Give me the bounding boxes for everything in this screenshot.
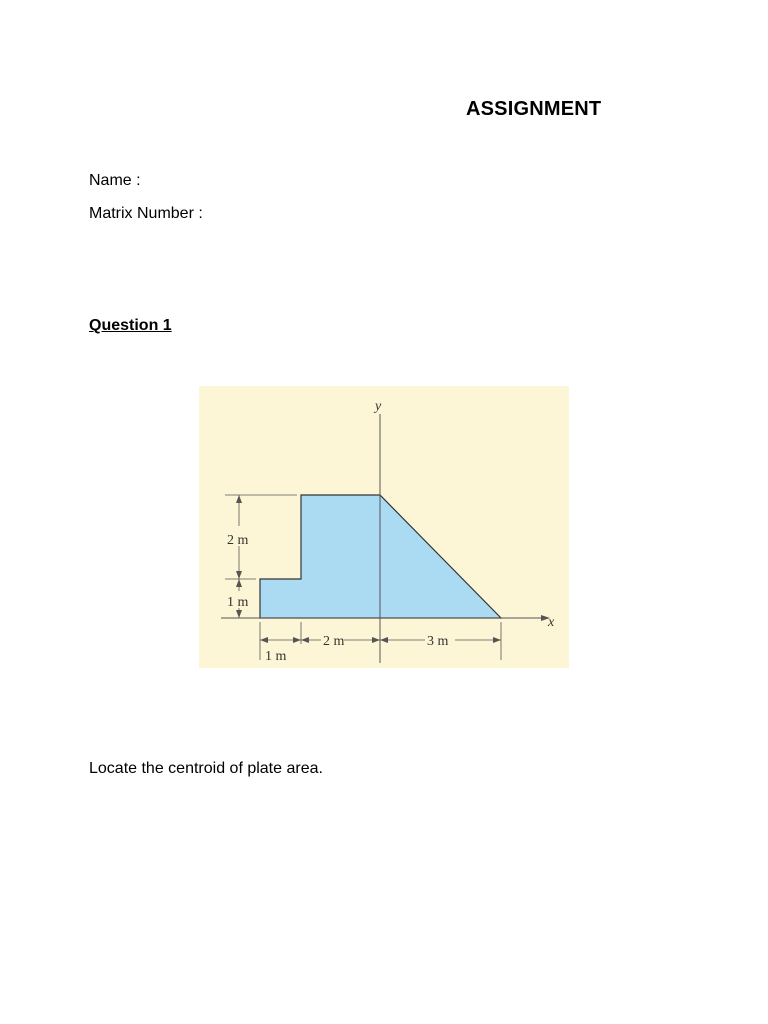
question-heading: Question 1 — [89, 317, 172, 334]
plate-figure — [199, 386, 569, 668]
plate-diagram — [199, 386, 569, 668]
dimension-label-width-1m: 1 m — [265, 649, 287, 664]
name-field-label: Name : — [89, 172, 141, 189]
question-text: Locate the centroid of plate area. — [89, 760, 323, 777]
dimension-label-height-1m: 1 m — [227, 595, 249, 610]
dimension-label-width-2m: 2 m — [323, 634, 345, 649]
dimension-label-height-2m: 2 m — [227, 533, 249, 548]
dimension-label-width-3m: 3 m — [427, 634, 449, 649]
page-title: ASSIGNMENT — [466, 98, 602, 120]
matrix-number-field-label: Matrix Number : — [89, 205, 203, 222]
x-axis-label: x — [548, 615, 555, 630]
y-axis-label: y — [375, 399, 382, 414]
